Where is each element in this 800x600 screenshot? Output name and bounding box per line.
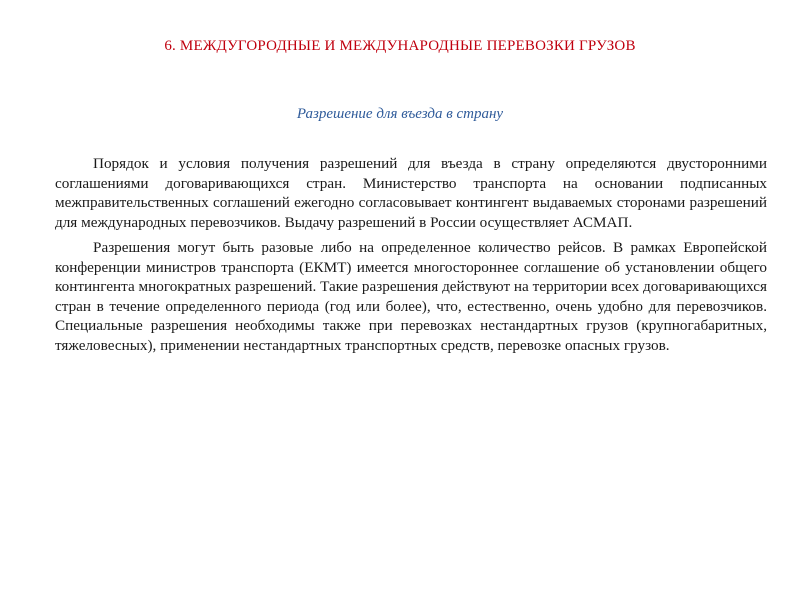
- slide-heading: 6. МЕЖДУГОРОДНЫЕ И МЕЖДУНАРОДНЫЕ ПЕРЕВОЗКИ ГРУЗОВ: [164, 38, 636, 54]
- body-paragraph: Порядок и условия получения разрешений для въезда в страну определяются двусторонними соглашениями договаривающихся стран. Министерство транспорта на основании подписанных межправительственных соглашений ежегодно согласовывает контингент выдаваемых сторонами разрешений для международных перевозчиков. Выдачу разрешений в России осуществляет АСМАП.: [55, 155, 767, 231]
- body-paragraph: Разрешения могут быть разовые либо на определенное количество рейсов. В рамках Европейской конференции министров транспорта (ЕКМТ) имеется многостороннее соглашение об установлении общего контингента многократных разрешений. Такие разрешения действуют на территории всех договаривающихся стран в течение определенного периода (год или более), что, естественно, очень удобно для перевозчиков. Специальные разрешения необходимы также при перевозках нестандартных грузов (крупногабаритных, тяжеловесных), применении нестандартных транспортных средств, перевозке опасных грузов.: [55, 239, 767, 354]
- slide-body: [55, 154, 767, 361]
- slide-subtitle: Разрешение для въезда в страну: [296, 106, 504, 122]
